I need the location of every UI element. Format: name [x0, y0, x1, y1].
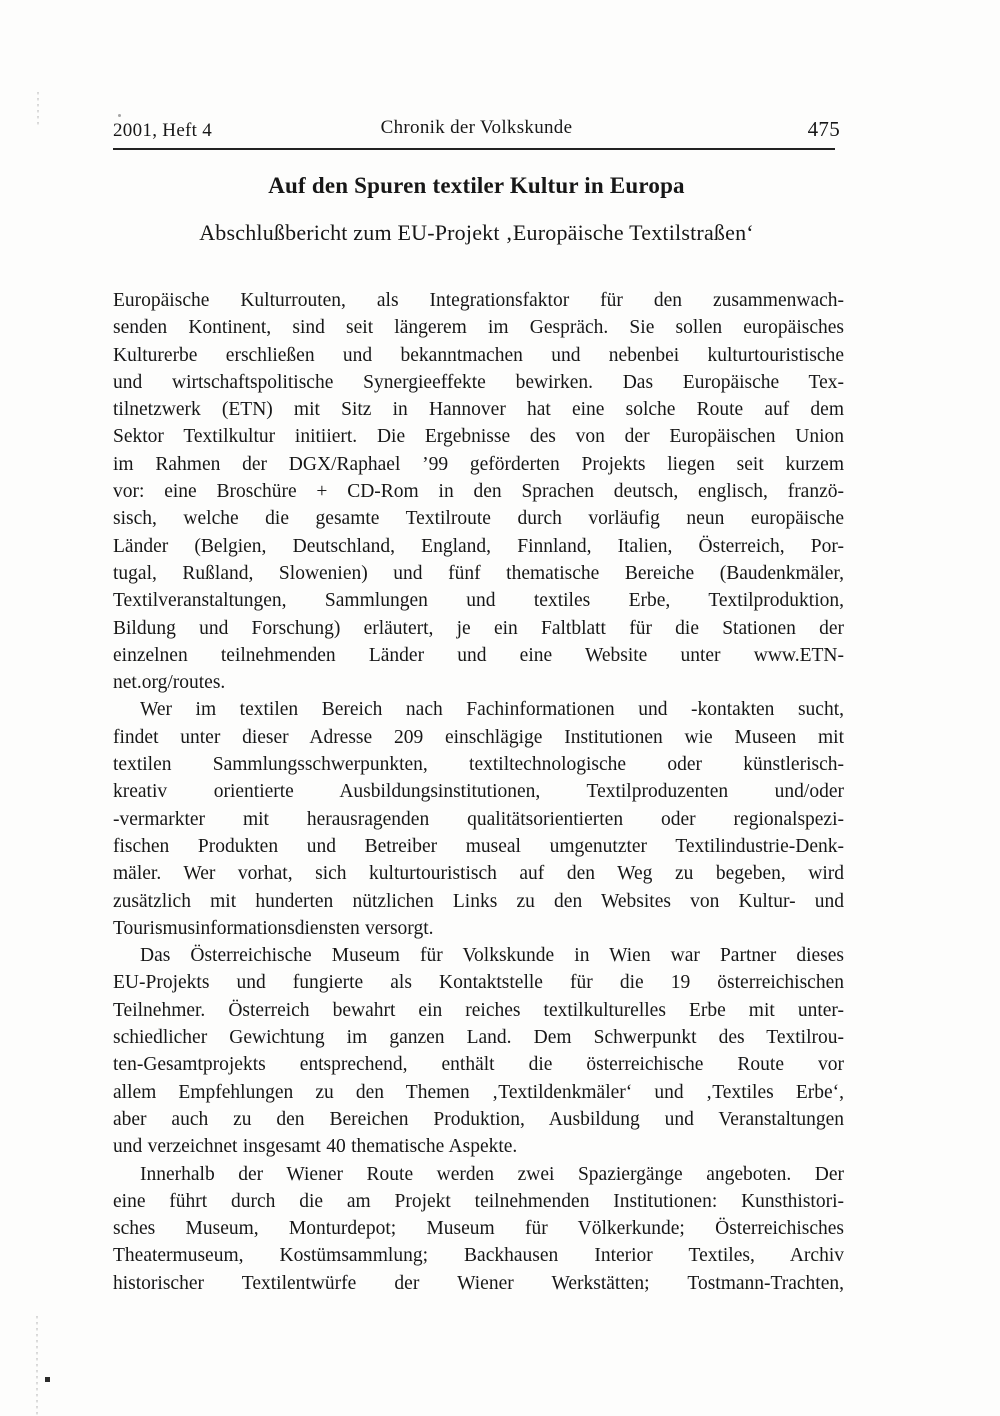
text-line: mäler. Wer vorhat, sich kulturtouristisch auf den Weg zu begeben, wird — [113, 863, 844, 885]
text-line: allem Empfehlungen zu den Themen ‚Textildenkmäler‘ und ‚Textiles Erbe‘, — [113, 1081, 844, 1103]
page-number: 475 — [807, 117, 840, 141]
text-line: -vermarkter mit herausragenden qualitätsorientierten oder regionalspezi- — [113, 808, 844, 830]
text-line: im Rahmen der DGX/Raphael ’99 geförderten Projekts liegen seit kurzem — [113, 453, 844, 475]
text-line: Theatermuseum, Kostümsammlung; Backhausen Interior Textiles, Archiv — [113, 1245, 844, 1267]
scan-artifact-dot — [45, 1377, 50, 1382]
text-line: schiedlicher Gewichtung im ganzen Land. Dem Schwerpunkt des Textilrou- — [113, 1027, 844, 1049]
article-body — [113, 287, 844, 1297]
text-line: fischen Produkten und Betreiber museal umgenutzter Textilindustrie-Denk- — [113, 835, 844, 857]
text-line: und verzeichnet insgesamt 40 thematische Aspekte. — [113, 1136, 518, 1158]
article-title: Auf den Spuren textiler Kultur in Europa — [268, 173, 685, 198]
paragraph — [113, 696, 844, 942]
text-line: findet unter dieser Adresse 209 einschlägige Institutionen wie Museen mit — [113, 726, 844, 748]
text-line: sches Museum, Monturdepot; Museum für Völkerkunde; Österreichisches — [113, 1218, 844, 1240]
text-line: sisch, welche die gesamte Textilroute durch vorläufig neun europäische — [113, 508, 844, 530]
text-line: Sektor Textilkultur initiiert. Die Ergebnisse des von der Europäischen Union — [113, 426, 844, 448]
text-line: EU-Projekts und fungierte als Kontaktstelle für die 19 österreichischen — [113, 972, 844, 994]
text-line: Innerhalb der Wiener Route werden zwei Spaziergänge angeboten. Der — [140, 1163, 844, 1185]
text-line: eine führt durch die am Projekt teilnehmenden Institutionen: Kunsthistori- — [113, 1190, 844, 1212]
text-line: net.org/routes. — [113, 672, 226, 694]
text-line: textilen Sammlungsschwerpunkten, textiltechnologische oder künstlerisch- — [113, 754, 844, 776]
text-line: aber auch zu den Bereichen Produktion, Ausbildung und Veranstaltungen — [113, 1108, 844, 1130]
scan-artifact-top — [37, 92, 39, 128]
paragraph — [113, 287, 844, 696]
text-line: einzelnen teilnehmenden Länder und eine Website unter www.ETN- — [113, 644, 844, 666]
text-line: Wer im textilen Bereich nach Fachinformationen und -kontakten sucht, — [140, 699, 844, 721]
scan-artifact-bottom — [36, 1316, 38, 1416]
text-line: tugal, Rußland, Slowenien) und fünf thematische Bereiche (Baudenkmäler, — [113, 562, 844, 584]
text-line: Teilnehmer. Österreich bewahrt ein reiches textilkulturelles Erbe mit unter- — [113, 999, 844, 1021]
text-line: historischer Textilentwürfe der Wiener Werkstätten; Tostmann-Trachten, — [113, 1272, 844, 1294]
text-line: Bildung und Forschung) erläutert, je ein Faltblatt für die Stationen der — [113, 617, 844, 639]
text-line: tilnetzwerk (ETN) mit Sitz in Hannover hat eine solche Route auf dem — [113, 399, 844, 421]
text-line: zusätzlich mit hunderten nützlichen Links zu den Websites von Kultur- und — [113, 890, 844, 912]
text-line: Tourismusinformationsdiensten versorgt. — [113, 917, 434, 939]
text-line: Textilveranstaltungen, Sammlungen und textiles Erbe, Textilproduktion, — [113, 590, 844, 612]
journal-name: Chronik der Volkskunde — [380, 117, 573, 138]
text-line: Das Österreichische Museum für Volkskunde in Wien war Partner dieses — [140, 945, 844, 967]
header-rule — [113, 148, 835, 150]
text-line: Kulturerbe erschließen und bekanntmachen und nebenbei kulturtouristische — [113, 344, 844, 366]
text-line: und wirtschaftspolitische Synergieeffekte bewirken. Das Europäische Tex- — [113, 371, 844, 393]
text-line: vor: eine Broschüre + CD-Rom in den Sprachen deutsch, englisch, franzö- — [113, 481, 844, 503]
text-line: Länder (Belgien, Deutschland, England, Finnland, Italien, Österreich, Por- — [113, 535, 844, 557]
text-line: Europäische Kulturrouten, als Integrationsfaktor für den zusammenwach- — [113, 290, 844, 311]
paragraph — [113, 1161, 844, 1297]
article-subtitle: Abschlußbericht zum EU-Projekt ‚Europäische Textilstraßen‘ — [199, 220, 754, 245]
paragraph — [113, 942, 844, 1160]
running-header — [113, 117, 840, 142]
text-line: senden Kontinent, sind seit längerem im Gespräch. Sie sollen europäisches — [113, 317, 844, 339]
journal-issue: 2001, Heft 4 — [113, 120, 213, 141]
text-line: ten-Gesamtprojekts entsprechend, enthält die österreichische Route vor — [113, 1054, 844, 1076]
text-line: kreativ orientierte Ausbildungsinstitutionen, Textilproduzenten und/oder — [113, 781, 844, 803]
